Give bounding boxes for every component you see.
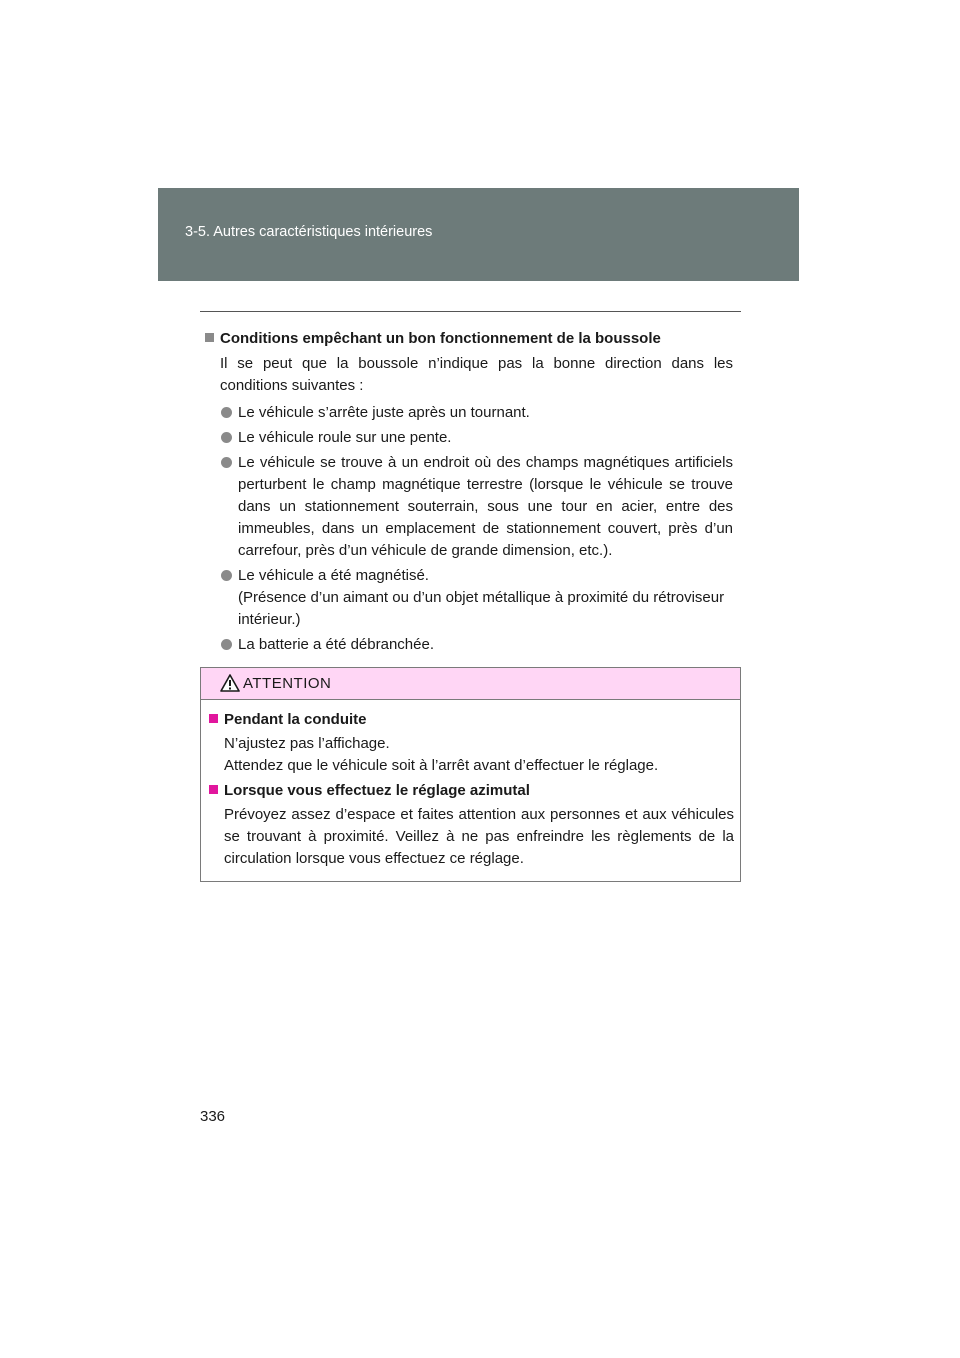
circle-bullet-icon: [221, 432, 232, 443]
main-content: [205, 328, 733, 659]
warning-triangle-icon: [220, 674, 240, 692]
square-bullet-icon: [209, 714, 218, 723]
section-header-band: [158, 188, 799, 281]
warning-header: [201, 668, 740, 700]
warning-paragraph: N’ajustez pas l’affichage. Attendez que le véhicule soit à l’arrêt avant d’effectuer le réglage.: [224, 735, 659, 774]
page-number: 336: [200, 1108, 226, 1125]
warning-body: [209, 709, 734, 873]
intro-paragraph: Il se peut que la boussole n’indique pas la bonne direction dans les conditions suivantes :: [220, 355, 733, 394]
list-item: La batterie a été débranchée.: [205, 634, 733, 656]
warning-heading-driving: Pendant la conduite: [209, 709, 734, 731]
section-heading: Conditions empêchant un bon fonctionnement de la boussole: [205, 328, 733, 350]
square-bullet-icon: [209, 785, 218, 794]
circle-bullet-icon: [221, 407, 232, 418]
list-item: Le véhicule s’arrête juste après un tournant.: [205, 402, 733, 424]
square-bullet-icon: [205, 333, 214, 342]
warning-box: [200, 667, 741, 882]
circle-bullet-icon: [221, 457, 232, 468]
warning-paragraph: Prévoyez assez d’espace et faites attention aux personnes et aux véhicules se trouvant à proximité. Veillez à ne pas enfreindre les règlements de la circulation lorsque vous effectuez ce réglage.: [224, 806, 734, 867]
section-title: 3-5. Autres caractéristiques intérieures: [185, 224, 433, 240]
list-item: Le véhicule a été magnétisé. (Présence d’un aimant ou d’un objet métallique à proximité du rétroviseur intérieur.): [205, 565, 733, 631]
bullet-note: (Présence d’un aimant ou d’un objet métallique à proximité du rétroviseur intérieur.): [238, 589, 725, 628]
circle-bullet-icon: [221, 570, 232, 581]
circle-bullet-icon: [221, 639, 232, 650]
list-item: Le véhicule roule sur une pente.: [205, 427, 733, 449]
warning-heading-azimuth: Lorsque vous effectuez le réglage azimutal: [209, 780, 734, 802]
warning-title: ATTENTION: [243, 675, 332, 692]
divider-line: [200, 311, 741, 312]
list-item: Le véhicule se trouve à un endroit où des champs magnétiques artificiels perturbent le champ magnétique terrestre (lorsque le véhicule se trouve dans un stationnement souterrain, sous une tour en acier, entre des immeubles, dans un emplacement de stationnement couvert, près d’un carrefour, près d’un véhicule de grande dimension, etc.).: [205, 452, 733, 562]
